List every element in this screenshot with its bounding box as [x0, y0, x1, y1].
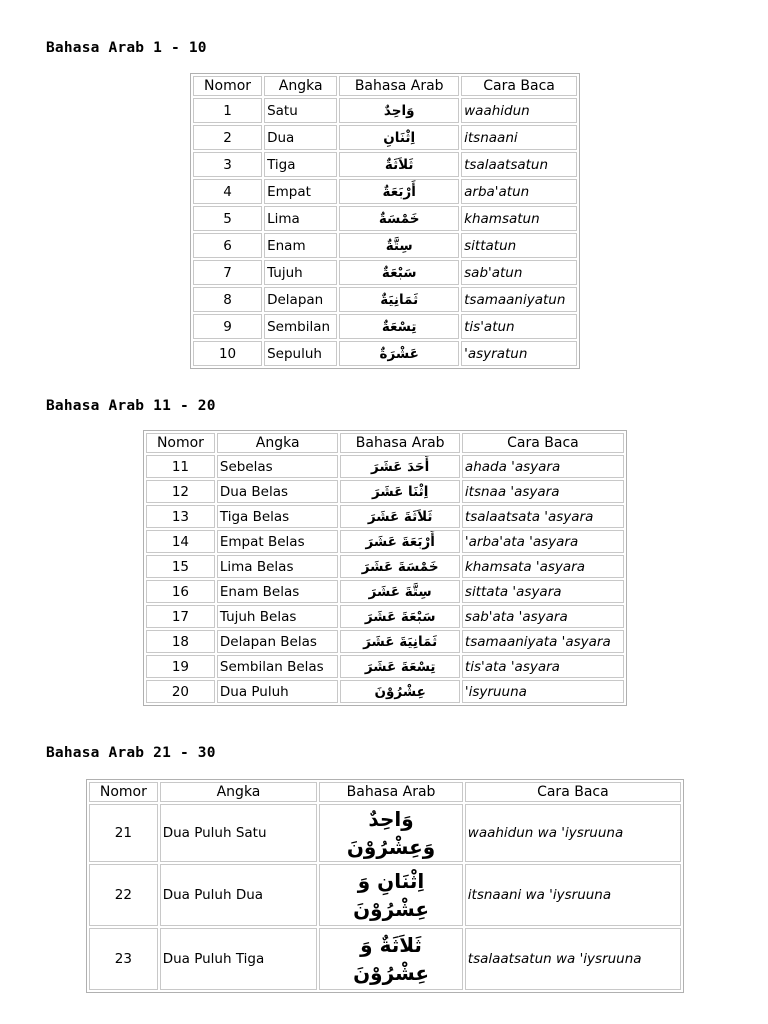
cell-nomor: 14 [146, 530, 215, 553]
cell-cara-baca: tis'ata 'asyara [462, 655, 624, 678]
cell-bahasa-arab: ثَلاَثَةَ عَشَرَ [340, 505, 460, 528]
cell-nomor: 7 [193, 260, 262, 285]
cell-nomor: 8 [193, 287, 262, 312]
cell-cara-baca: sab'atun [461, 260, 577, 285]
table-row [193, 152, 577, 177]
cell-angka: Lima [264, 206, 337, 231]
header-angka: Angka [160, 782, 318, 802]
cell-nomor: 3 [193, 152, 262, 177]
cell-angka: Tiga [264, 152, 337, 177]
table-row [146, 680, 624, 703]
table-row [146, 580, 624, 603]
cell-angka: Dua [264, 125, 337, 150]
cell-angka: Tujuh [264, 260, 337, 285]
cell-bahasa-arab: سِتَّةَ عَشَرَ [340, 580, 460, 603]
cell-bahasa-arab: سَبْعَةٌ [339, 260, 459, 285]
cell-bahasa-arab: عَشْرَةٌ [339, 341, 459, 366]
cell-bahasa-arab: ثَلاَثَةٌ وَ عِشْرُوْنَ [319, 928, 462, 990]
section-title: Bahasa Arab 21 - 30 [46, 745, 216, 761]
section-title: Bahasa Arab 1 - 10 [46, 40, 207, 56]
cell-cara-baca: 'arba'ata 'asyara [462, 530, 624, 553]
cell-cara-baca: tsamaaniyatun [461, 287, 577, 312]
cell-angka: Enam [264, 233, 337, 258]
cell-nomor: 16 [146, 580, 215, 603]
cell-nomor: 6 [193, 233, 262, 258]
table-row [193, 287, 577, 312]
cell-cara-baca: itsnaani [461, 125, 577, 150]
cell-angka: Sepuluh [264, 341, 337, 366]
cell-cara-baca: khamsata 'asyara [462, 555, 624, 578]
table-header-row [193, 76, 577, 96]
cell-cara-baca: arba'atun [461, 179, 577, 204]
table-header-row [146, 433, 624, 453]
cell-angka: Lima Belas [217, 555, 339, 578]
cell-nomor: 22 [89, 864, 158, 926]
header-cara-baca: Cara Baca [461, 76, 577, 96]
cell-nomor: 12 [146, 480, 215, 503]
cell-nomor: 18 [146, 630, 215, 653]
cell-angka: Sembilan [264, 314, 337, 339]
cell-nomor: 2 [193, 125, 262, 150]
cell-angka: Dua Puluh Tiga [160, 928, 318, 990]
cell-cara-baca: itsnaani wa 'iysruuna [465, 864, 681, 926]
cell-nomor: 9 [193, 314, 262, 339]
cell-angka: Enam Belas [217, 580, 339, 603]
cell-nomor: 4 [193, 179, 262, 204]
cell-bahasa-arab: اِثْنَانِ وَ عِشْرُوْنَ [319, 864, 462, 926]
cell-bahasa-arab: اِثْنَا عَشَرَ [340, 480, 460, 503]
cell-nomor: 11 [146, 455, 215, 478]
cell-angka: Dua Puluh [217, 680, 339, 703]
cell-bahasa-arab: وَاحِدٌ [339, 98, 459, 123]
cell-bahasa-arab: سَبْعَةَ عَشَرَ [340, 605, 460, 628]
header-angka: Angka [217, 433, 339, 453]
cell-angka: Empat Belas [217, 530, 339, 553]
table-row [146, 505, 624, 528]
cell-bahasa-arab: وَاحِدٌ وَعِشْرُوْنَ [319, 804, 462, 862]
header-cara-baca: Cara Baca [465, 782, 681, 802]
cell-bahasa-arab: سِتَّةٌ [339, 233, 459, 258]
table-row [193, 179, 577, 204]
cell-cara-baca: tsalaatsata 'asyara [462, 505, 624, 528]
cell-cara-baca: waahidun [461, 98, 577, 123]
table-row [146, 605, 624, 628]
table-header-row [89, 782, 681, 802]
cell-bahasa-arab: ثَلاَثَةٌ [339, 152, 459, 177]
cell-bahasa-arab: أَحَدَ عَشَرَ [340, 455, 460, 478]
header-nomor: Nomor [89, 782, 158, 802]
cell-bahasa-arab: خَمْسَةَ عَشَرَ [340, 555, 460, 578]
numbers-table-1-10 [190, 73, 580, 369]
table-row [146, 655, 624, 678]
numbers-table-21-30 [86, 779, 684, 993]
cell-bahasa-arab: تِسْعَةَ عَشَرَ [340, 655, 460, 678]
cell-bahasa-arab: اِثْنَانِ [339, 125, 459, 150]
cell-cara-baca: ahada 'asyara [462, 455, 624, 478]
cell-nomor: 17 [146, 605, 215, 628]
cell-bahasa-arab: خَمْسَةٌ [339, 206, 459, 231]
cell-angka: Delapan Belas [217, 630, 339, 653]
cell-bahasa-arab: عِشْرُوْنَ [340, 680, 460, 703]
cell-cara-baca: tsamaaniyata 'asyara [462, 630, 624, 653]
table-row [146, 630, 624, 653]
cell-nomor: 15 [146, 555, 215, 578]
table-row [193, 125, 577, 150]
header-bahasa-arab: Bahasa Arab [340, 433, 460, 453]
cell-cara-baca: tis'atun [461, 314, 577, 339]
cell-cara-baca: sittata 'asyara [462, 580, 624, 603]
table-row [146, 530, 624, 553]
cell-angka: Satu [264, 98, 337, 123]
table-row [193, 233, 577, 258]
cell-angka: Dua Puluh Satu [160, 804, 318, 862]
cell-angka: Sembilan Belas [217, 655, 339, 678]
cell-bahasa-arab: ثَمَانِيَةَ عَشَرَ [340, 630, 460, 653]
section-title: Bahasa Arab 11 - 20 [46, 398, 216, 414]
table-row [89, 928, 681, 990]
cell-nomor: 1 [193, 98, 262, 123]
table-row [193, 98, 577, 123]
cell-cara-baca: tsalaatsatun wa 'iysruuna [465, 928, 681, 990]
cell-bahasa-arab: ثَمَانِيَةٌ [339, 287, 459, 312]
cell-nomor: 23 [89, 928, 158, 990]
cell-angka: Tujuh Belas [217, 605, 339, 628]
header-nomor: Nomor [193, 76, 262, 96]
table-row [146, 455, 624, 478]
cell-angka: Dua Belas [217, 480, 339, 503]
cell-nomor: 5 [193, 206, 262, 231]
cell-bahasa-arab: أَرْبَعَةَ عَشَرَ [340, 530, 460, 553]
cell-cara-baca: tsalaatsatun [461, 152, 577, 177]
cell-cara-baca: sittatun [461, 233, 577, 258]
cell-cara-baca: 'asyratun [461, 341, 577, 366]
cell-angka: Dua Puluh Dua [160, 864, 318, 926]
table-row [193, 260, 577, 285]
cell-cara-baca: khamsatun [461, 206, 577, 231]
numbers-table-11-20 [143, 430, 627, 706]
table-row [146, 555, 624, 578]
header-angka: Angka [264, 76, 337, 96]
cell-angka: Sebelas [217, 455, 339, 478]
cell-nomor: 21 [89, 804, 158, 862]
cell-angka: Tiga Belas [217, 505, 339, 528]
cell-angka: Delapan [264, 287, 337, 312]
table-row [89, 864, 681, 926]
table-row [89, 804, 681, 862]
cell-bahasa-arab: أَرْبَعَةٌ [339, 179, 459, 204]
cell-nomor: 19 [146, 655, 215, 678]
cell-bahasa-arab: تِسْعَةٌ [339, 314, 459, 339]
cell-nomor: 20 [146, 680, 215, 703]
table-row [193, 314, 577, 339]
table-row [193, 206, 577, 231]
cell-nomor: 10 [193, 341, 262, 366]
header-bahasa-arab: Bahasa Arab [319, 782, 462, 802]
header-bahasa-arab: Bahasa Arab [339, 76, 459, 96]
table-row [193, 341, 577, 366]
cell-cara-baca: 'isyruuna [462, 680, 624, 703]
cell-cara-baca: sab'ata 'asyara [462, 605, 624, 628]
header-nomor: Nomor [146, 433, 215, 453]
table-row [146, 480, 624, 503]
cell-cara-baca: itsnaa 'asyara [462, 480, 624, 503]
cell-angka: Empat [264, 179, 337, 204]
cell-nomor: 13 [146, 505, 215, 528]
header-cara-baca: Cara Baca [462, 433, 624, 453]
cell-cara-baca: waahidun wa 'iysruuna [465, 804, 681, 862]
